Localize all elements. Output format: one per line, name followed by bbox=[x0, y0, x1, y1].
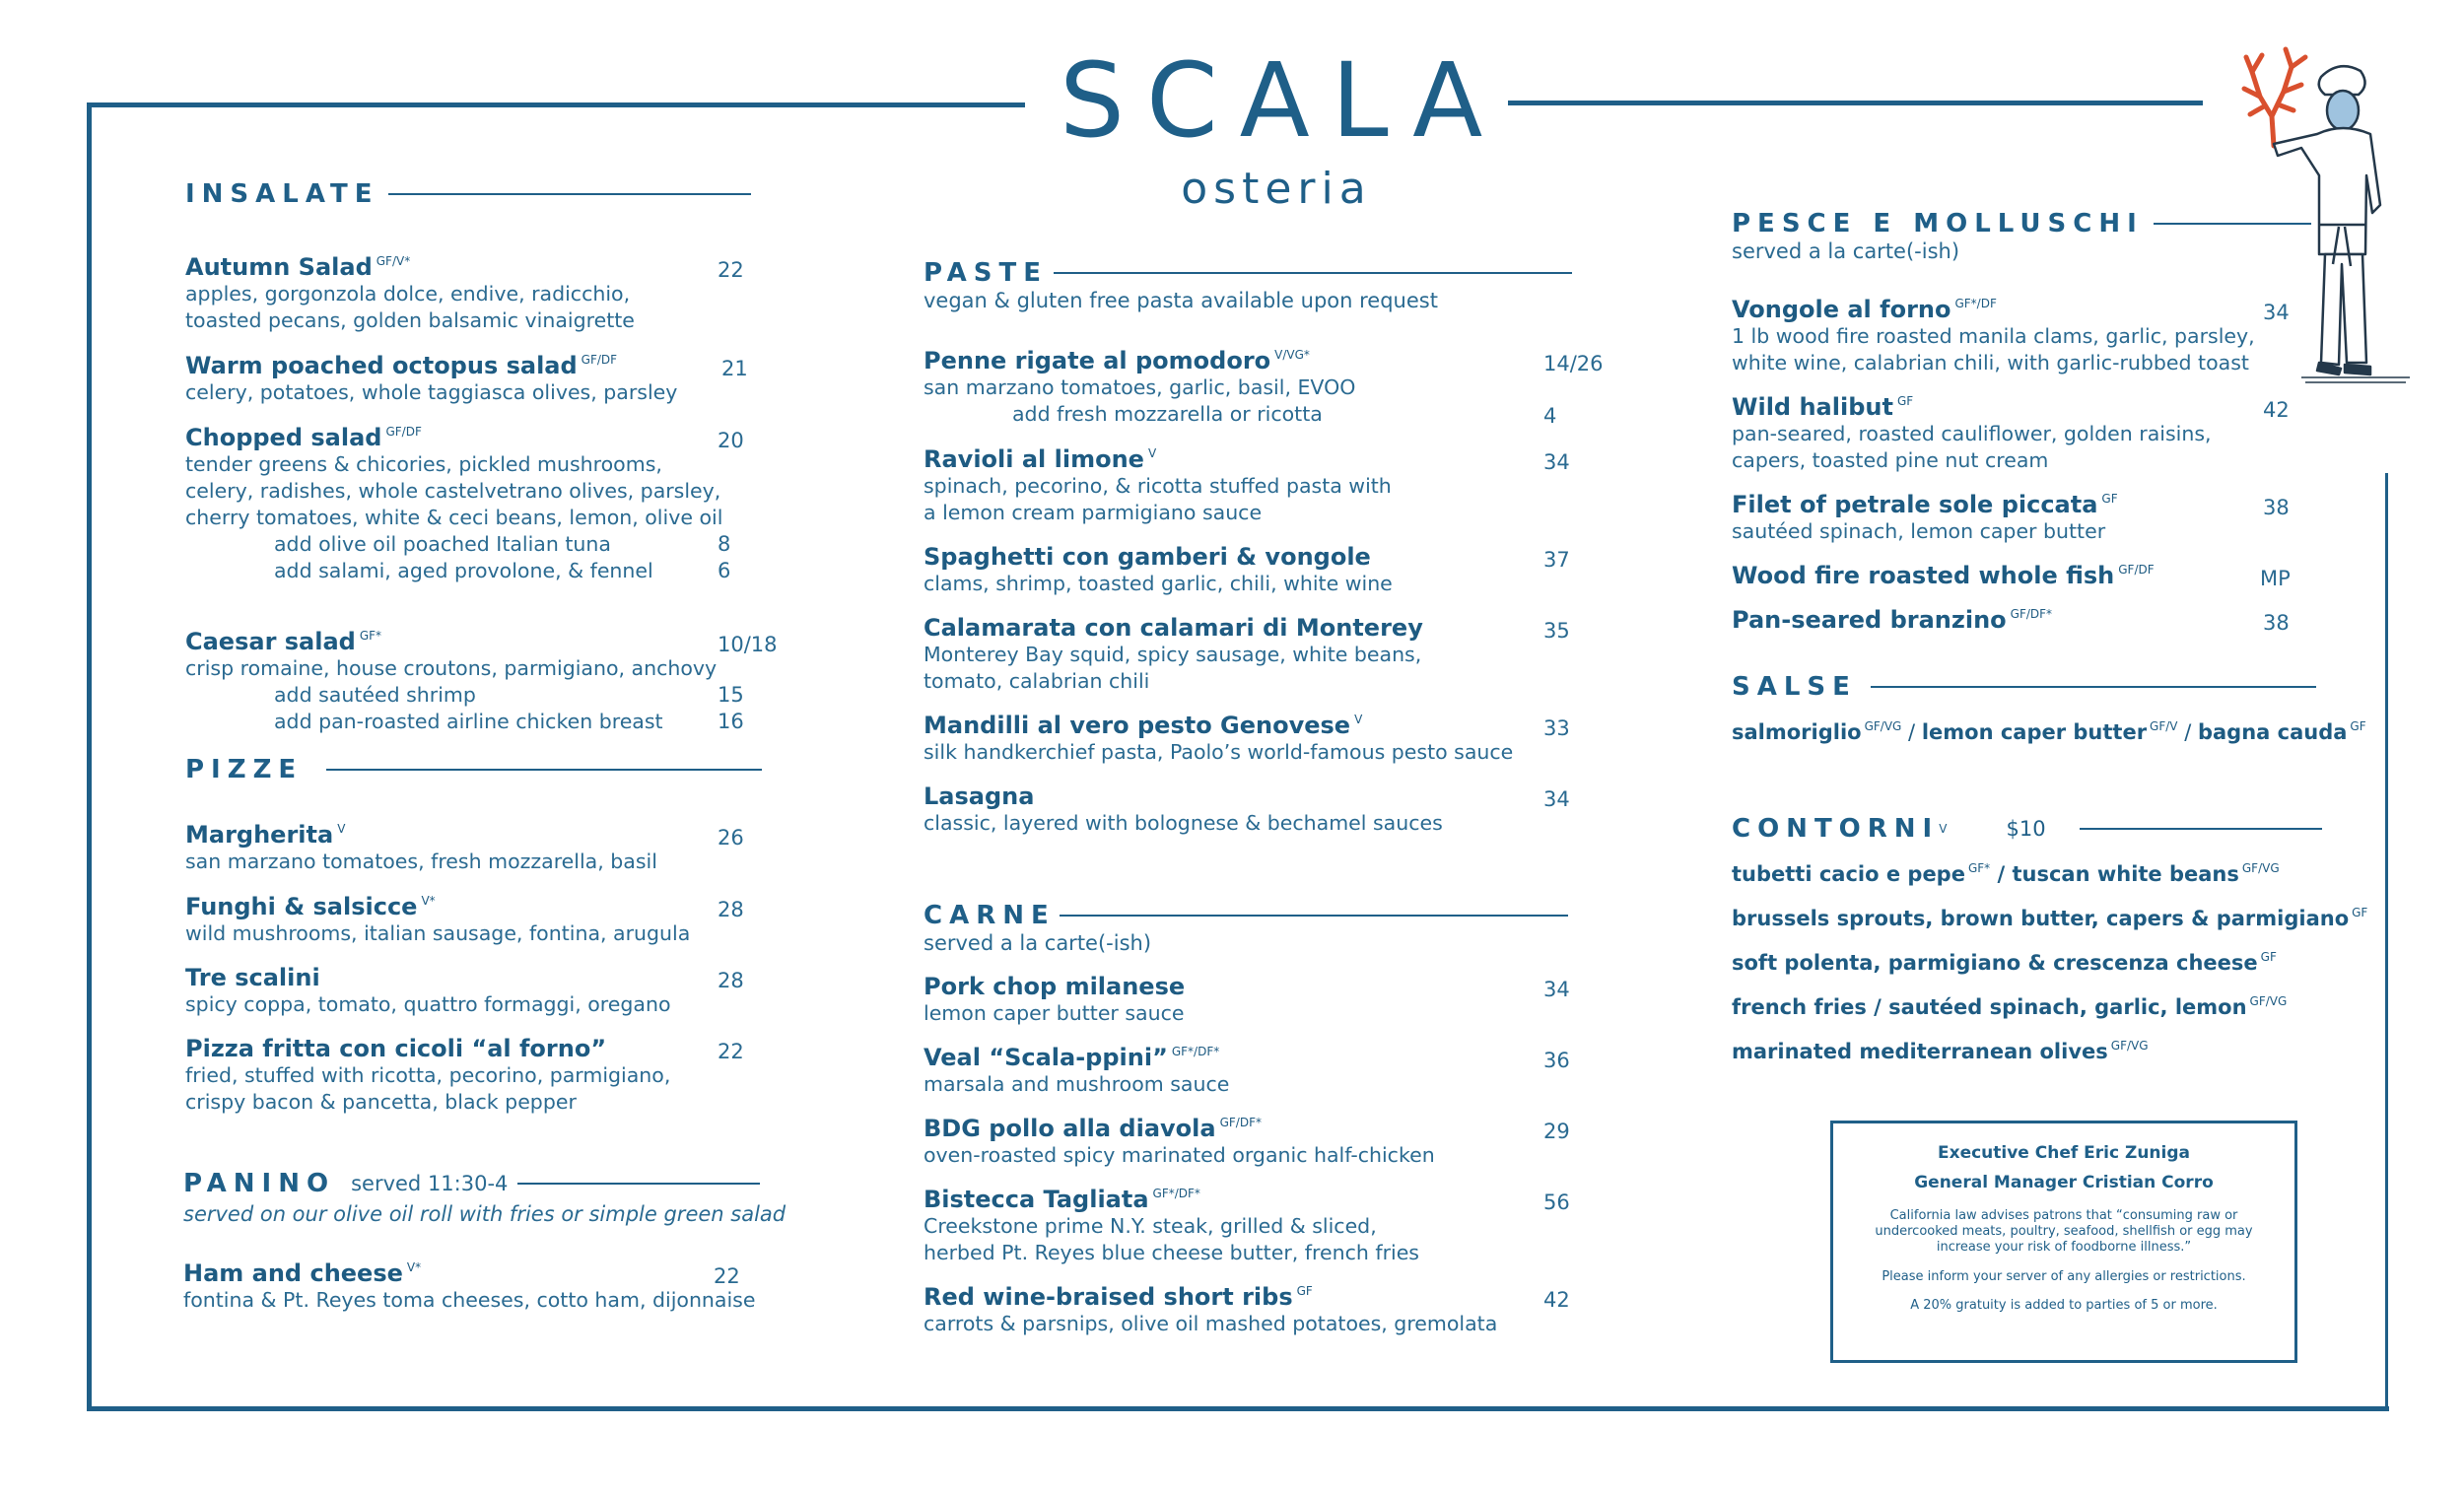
menu-item bbox=[924, 347, 1355, 428]
item-desc: tender greens & chicories, pickled mushrooms, bbox=[185, 452, 662, 476]
item-name: Ham and cheese bbox=[183, 1259, 403, 1287]
item-desc: crispy bacon & pancetta, black pepper bbox=[185, 1090, 577, 1114]
sauce-name: bagna cauda bbox=[2197, 720, 2348, 744]
menu-item bbox=[185, 628, 717, 735]
menu-item bbox=[185, 893, 690, 947]
item-desc: fontina & Pt. Reyes toma cheeses, cotto ham, dijonnaise bbox=[183, 1288, 756, 1312]
item-desc: san marzano tomatoes, garlic, basil, EVOO bbox=[924, 375, 1356, 399]
item-price: MP bbox=[2260, 567, 2291, 590]
item-name: Spaghetti con gamberi & vongole bbox=[924, 543, 1371, 571]
item-desc: 1 lb wood fire roasted manila clams, garlic, parsley, bbox=[1732, 324, 2255, 348]
menu-item bbox=[924, 543, 1393, 597]
menu-item bbox=[185, 253, 635, 334]
item-addon: add olive oil poached Italian tuna bbox=[274, 532, 611, 556]
paste-note: vegan & gluten free pasta available upon request bbox=[924, 289, 1438, 312]
item-desc: cherry tomatoes, white & ceci beans, lemon, olive oil bbox=[185, 506, 723, 529]
section-title-text: PANINO bbox=[183, 1169, 336, 1198]
item-price: 34 bbox=[2263, 301, 2290, 324]
menu-item bbox=[185, 821, 657, 875]
item-desc: Creekstone prime N.Y. steak, grilled & sliced, bbox=[924, 1214, 1377, 1238]
item-tag: GF bbox=[1296, 1284, 1313, 1298]
item-price: 22 bbox=[718, 258, 744, 282]
item-name: Funghi & salsicce bbox=[185, 893, 418, 920]
section-rule bbox=[2080, 828, 2322, 830]
item-tag: GF* bbox=[359, 629, 382, 643]
menu-item bbox=[924, 782, 1443, 837]
item-price: 28 bbox=[718, 969, 744, 992]
section-rule bbox=[2154, 223, 2311, 225]
logo-subtitle: osteria bbox=[1181, 164, 1372, 214]
panino-served-hours: served 11:30-4 bbox=[351, 1172, 509, 1195]
sauce-name: salmoriglio bbox=[1732, 720, 1862, 744]
addon-price: 15 bbox=[718, 683, 744, 707]
item-addon: add pan-roasted airline chicken breast bbox=[274, 710, 663, 733]
menu-item bbox=[185, 424, 722, 584]
item-tag: GF/DF* bbox=[2010, 607, 2053, 621]
item-name: Lasagna bbox=[924, 782, 1035, 810]
section-title-panino bbox=[183, 1169, 760, 1198]
logo-title: SCALA bbox=[1060, 40, 1505, 161]
menu-item bbox=[924, 973, 1185, 1027]
side-name: soft polenta, parmigiano & crescenza cheese bbox=[1732, 951, 2258, 975]
item-tag: GF/VG bbox=[1864, 719, 1902, 733]
salse-list: salmoriglio $^{GF/VG}$ / lemon caper butter $^{GF/V}$ / bagna cauda $^{GF}$ bbox=[1732, 719, 2366, 744]
menu-item bbox=[924, 614, 1423, 695]
item-tag: GF*/DF bbox=[1954, 297, 1997, 310]
item-name: Red wine-braised short ribs bbox=[924, 1283, 1293, 1311]
side-name: tuscan white beans bbox=[2012, 862, 2239, 886]
menu-item bbox=[185, 352, 677, 406]
item-tag: GF/VG bbox=[2110, 1039, 2149, 1053]
item-price: 38 bbox=[2263, 496, 2290, 519]
item-desc: Monterey Bay squid, spicy sausage, white beans, bbox=[924, 643, 1422, 666]
item-name: Margherita bbox=[185, 821, 334, 849]
item-tag: V* bbox=[421, 894, 436, 908]
item-tag: GF bbox=[2101, 492, 2118, 506]
side-item bbox=[1732, 950, 2277, 975]
item-price: 56 bbox=[1543, 1190, 1570, 1214]
pesce-note: served a la carte(-ish) bbox=[1732, 239, 1960, 263]
section-title-text: SALSE bbox=[1732, 672, 1857, 702]
item-desc: san marzano tomatoes, fresh mozzarella, basil bbox=[185, 850, 657, 873]
menu-item bbox=[924, 1044, 1229, 1098]
item-tag: GF/DF bbox=[385, 425, 422, 439]
side-item bbox=[1732, 994, 2287, 1019]
item-name: Filet of petrale sole piccata bbox=[1732, 491, 2098, 518]
item-tag: GF/DF bbox=[2118, 563, 2155, 577]
menu-item bbox=[1732, 562, 2155, 589]
frame-line bbox=[87, 1406, 2389, 1411]
menu-item bbox=[1732, 606, 2052, 634]
item-price: 21 bbox=[721, 357, 748, 380]
item-tag: V bbox=[1354, 713, 1363, 726]
side-item: tubetti cacio e pepe $^{GF*}$ / tuscan white beans $^{GF/VG}$ bbox=[1732, 861, 2280, 886]
carne-note: served a la carte(-ish) bbox=[924, 931, 1152, 955]
section-title-text: CONTORNI bbox=[1732, 814, 1940, 844]
item-desc: apples, gorgonzola dolce, endive, radicchio, bbox=[185, 282, 631, 306]
item-name: Pork chop milanese bbox=[924, 973, 1186, 1000]
section-title-salse bbox=[1732, 672, 2316, 702]
item-price: 36 bbox=[1543, 1049, 1570, 1072]
menu-item bbox=[185, 964, 671, 1018]
item-price: 20 bbox=[718, 429, 744, 452]
item-desc: pan-seared, roasted cauliflower, golden raisins, bbox=[1732, 422, 2212, 445]
contorni-price: $10 bbox=[2006, 817, 2046, 841]
item-desc: oven-roasted spicy marinated organic half-chicken bbox=[924, 1143, 1435, 1167]
item-desc: clams, shrimp, toasted garlic, chili, white wine bbox=[924, 572, 1393, 595]
food-safety-notice: California law advises patrons that “consuming raw or undercooked meats, poultry, seafood, shellfish or egg may increase your risk of foodborne illness.” bbox=[1875, 1208, 2253, 1255]
item-name: Mandilli al vero pesto Genovese bbox=[924, 712, 1351, 739]
section-title-paste bbox=[924, 258, 1572, 288]
item-name: Caesar salad bbox=[185, 628, 356, 655]
item-price: 34 bbox=[1543, 978, 1570, 1001]
section-rule bbox=[388, 193, 751, 195]
item-price: 26 bbox=[718, 826, 744, 850]
section-rule bbox=[1060, 915, 1568, 917]
item-price: 29 bbox=[1543, 1120, 1570, 1143]
item-price: 38 bbox=[2263, 611, 2290, 635]
item-price: 34 bbox=[1543, 787, 1570, 811]
item-tag: GF bbox=[2350, 719, 2366, 733]
menu-item bbox=[924, 1283, 1497, 1337]
item-desc: spinach, pecorino, & ricotta stuffed pasta with bbox=[924, 474, 1392, 498]
item-price: 35 bbox=[1543, 619, 1570, 643]
item-addon: add salami, aged provolone, & fennel bbox=[274, 559, 653, 582]
menu-item bbox=[1732, 296, 2255, 376]
item-name: Tre scalini bbox=[185, 964, 320, 991]
item-name: Wood fire roasted whole fish bbox=[1732, 562, 2115, 589]
item-price: 33 bbox=[1543, 716, 1570, 740]
section-rule bbox=[1054, 272, 1572, 274]
item-addon: add fresh mozzarella or ricotta bbox=[1012, 402, 1323, 426]
item-price: 28 bbox=[718, 898, 744, 921]
item-desc: marsala and mushroom sauce bbox=[924, 1072, 1230, 1096]
item-desc: a lemon cream parmigiano sauce bbox=[924, 501, 1263, 524]
item-addon: add sautéed shrimp bbox=[274, 683, 476, 707]
item-tag: V bbox=[1939, 822, 1948, 836]
frame-line bbox=[87, 102, 92, 1410]
section-title-carne bbox=[924, 901, 1568, 930]
item-tag: GF/V bbox=[2150, 719, 2178, 733]
restaurant-logo bbox=[1060, 40, 1505, 214]
item-name: Warm poached octopus salad bbox=[185, 352, 578, 379]
item-tag: V bbox=[337, 822, 346, 836]
item-price: 22 bbox=[718, 1040, 744, 1063]
item-name: Autumn Salad bbox=[185, 253, 373, 281]
item-tag: GF*/DF* bbox=[1152, 1187, 1200, 1200]
item-desc: classic, layered with bolognese & bechamel sauces bbox=[924, 811, 1443, 835]
item-tag: V* bbox=[406, 1260, 422, 1274]
item-name: Calamarata con calamari di Monterey bbox=[924, 614, 1423, 642]
section-title-pesce bbox=[1732, 209, 2311, 238]
item-price: 10/18 bbox=[718, 633, 778, 656]
menu-item bbox=[924, 445, 1392, 526]
item-desc: fried, stuffed with ricotta, pecorino, parmigiano, bbox=[185, 1063, 671, 1087]
side-item bbox=[1732, 906, 2367, 930]
addon-price: 8 bbox=[718, 532, 731, 556]
menu-item bbox=[1732, 491, 2118, 545]
side-name: marinated mediterranean olives bbox=[1732, 1040, 2108, 1063]
addon-price: 4 bbox=[1543, 404, 1557, 428]
item-desc: celery, potatoes, whole taggiasca olives, parsley bbox=[185, 380, 678, 404]
item-name: Veal “Scala-ppini” bbox=[924, 1044, 1168, 1071]
menu-item bbox=[185, 1035, 670, 1116]
section-title-text: PESCE E MOLLUSCHI bbox=[1732, 209, 2144, 238]
item-desc: wild mushrooms, italian sausage, fontina, arugula bbox=[185, 921, 691, 945]
side-name: french fries / sautéed spinach, garlic, lemon bbox=[1732, 995, 2247, 1019]
item-tag: GF bbox=[1896, 394, 1914, 408]
item-tag: GF/VG bbox=[2249, 994, 2288, 1008]
side-name: brussels sprouts, brown butter, capers & parmigiano bbox=[1732, 907, 2350, 930]
section-title-insalate bbox=[185, 179, 751, 209]
addon-price: 16 bbox=[718, 710, 744, 733]
item-price: 37 bbox=[1543, 548, 1570, 572]
item-tag: GF*/DF* bbox=[1171, 1045, 1220, 1058]
item-price: 42 bbox=[1543, 1288, 1570, 1312]
item-name: Penne rigate al pomodoro bbox=[924, 347, 1271, 374]
menu-item bbox=[183, 1259, 755, 1314]
menu-item bbox=[924, 712, 1513, 766]
item-name: Pizza fritta con cicoli “al forno” bbox=[185, 1035, 607, 1062]
item-desc: tomato, calabrian chili bbox=[924, 669, 1150, 693]
section-title-text: INSALATE bbox=[185, 179, 379, 209]
info-box bbox=[1830, 1121, 2297, 1363]
menu-item bbox=[1732, 393, 2212, 474]
side-name: tubetti cacio e pepe bbox=[1732, 862, 1965, 886]
section-title-text: PASTE bbox=[924, 258, 1049, 288]
gratuity-notice: A 20% gratuity is added to parties of 5 or more. bbox=[1910, 1298, 2218, 1313]
item-name: Vongole al forno bbox=[1732, 296, 1951, 323]
item-name: BDG pollo alla diavola bbox=[924, 1115, 1216, 1142]
item-name: Ravioli al limone bbox=[924, 445, 1144, 473]
item-name: Bistecca Tagliata bbox=[924, 1186, 1149, 1213]
section-title-text: PIZZE bbox=[185, 755, 304, 784]
section-title-text: CARNE bbox=[924, 901, 1056, 930]
addon-price: 6 bbox=[718, 559, 731, 582]
general-manager: General Manager Cristian Corro bbox=[1914, 1173, 2214, 1192]
item-tag: V/VG* bbox=[1274, 348, 1310, 362]
panino-note: served on our olive oil roll with fries or simple green salad bbox=[183, 1202, 787, 1226]
frame-line bbox=[1508, 101, 2203, 105]
section-title-contorni bbox=[1732, 814, 2322, 844]
item-desc: carrots & parsnips, olive oil mashed potatoes, gremolata bbox=[924, 1312, 1498, 1335]
item-desc: sautéed spinach, lemon caper butter bbox=[1732, 519, 2106, 543]
frame-line bbox=[87, 102, 1025, 107]
item-tag: GF/V* bbox=[376, 254, 411, 268]
allergy-notice: Please inform your server of any allergies or restrictions. bbox=[1882, 1269, 2246, 1284]
item-desc: herbed Pt. Reyes blue cheese butter, french fries bbox=[924, 1241, 1419, 1264]
item-desc: white wine, calabrian chili, with garlic-rubbed toast bbox=[1732, 351, 2249, 374]
item-desc: spicy coppa, tomato, quattro formaggi, oregano bbox=[185, 992, 671, 1016]
side-item bbox=[1732, 1039, 2149, 1063]
item-desc: lemon caper butter sauce bbox=[924, 1001, 1185, 1025]
item-price: 42 bbox=[2263, 398, 2290, 422]
item-desc: celery, radishes, whole castelvetrano olives, parsley, bbox=[185, 479, 721, 503]
item-tag: GF/DF* bbox=[1219, 1116, 1262, 1129]
sauce-name: lemon caper butter bbox=[1921, 720, 2148, 744]
frame-line bbox=[2385, 473, 2388, 1409]
item-desc: crisp romaine, house croutons, parmigiano, anchovy bbox=[185, 656, 718, 680]
item-price: 14/26 bbox=[1543, 352, 1604, 375]
item-tag: GF bbox=[2260, 950, 2277, 964]
menu-item bbox=[924, 1115, 1435, 1169]
item-tag: GF bbox=[2352, 906, 2368, 919]
item-desc: toasted pecans, golden balsamic vinaigrette bbox=[185, 308, 635, 332]
item-tag: GF/DF bbox=[581, 353, 618, 367]
item-tag: GF/VG bbox=[2241, 861, 2280, 875]
item-price: 22 bbox=[714, 1264, 740, 1288]
item-name: Pan-seared branzino bbox=[1732, 606, 2007, 634]
item-desc: capers, toasted pine nut cream bbox=[1732, 448, 2049, 472]
executive-chef: Executive Chef Eric Zuniga bbox=[1937, 1143, 2190, 1163]
menu-item bbox=[924, 1186, 1419, 1266]
section-rule bbox=[1871, 686, 2316, 688]
section-rule bbox=[326, 769, 762, 771]
item-name: Chopped salad bbox=[185, 424, 382, 451]
section-rule bbox=[517, 1183, 760, 1185]
item-tag: V bbox=[1147, 446, 1157, 460]
item-price: 34 bbox=[1543, 450, 1570, 474]
section-title-pizze bbox=[185, 755, 762, 784]
item-tag: GF* bbox=[1967, 861, 1991, 875]
item-name: Wild halibut bbox=[1732, 393, 1893, 421]
item-desc: silk handkerchief pasta, Paolo’s world-famous pesto sauce bbox=[924, 740, 1514, 764]
